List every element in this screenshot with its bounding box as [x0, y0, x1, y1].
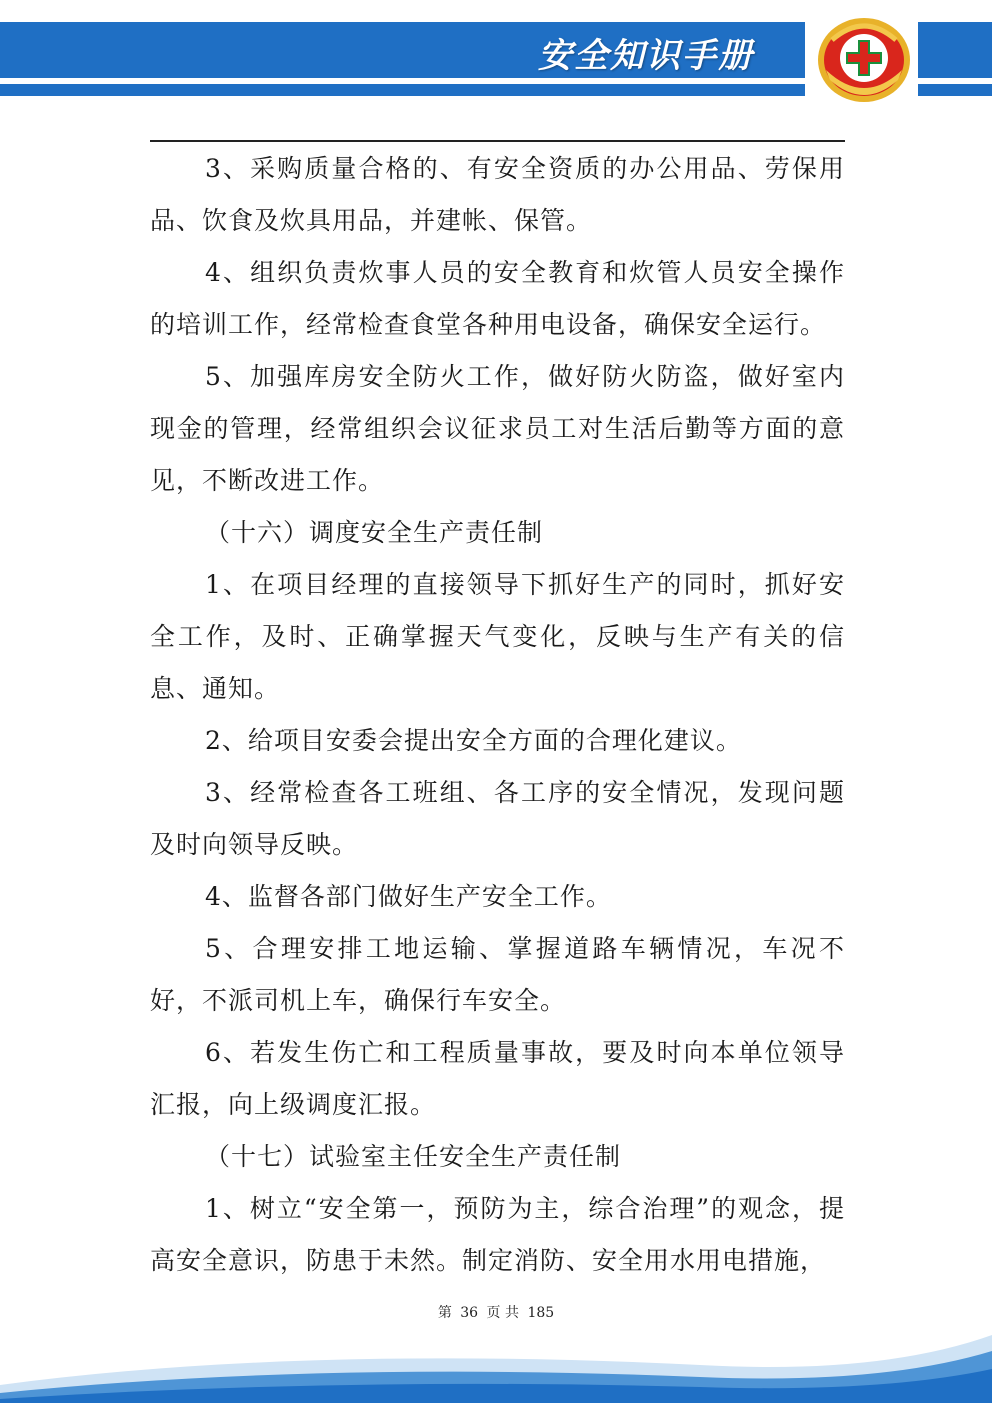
paragraph: 5、合理安排工地运输、掌握道路车辆情况，车况不好，不派司机上车，确保行车安全。: [150, 934, 845, 1015]
document-body: [150, 143, 845, 1287]
paragraph: 3、经常检查各工班组、各工序的安全情况，发现问题及时向领导反映。: [150, 778, 845, 859]
paragraph: 4、监督各部门做好生产安全工作。: [205, 882, 612, 911]
page-total: 185: [527, 1305, 555, 1321]
paragraph: 6、若发生伤亡和工程质量事故，要及时向本单位领导汇报，向上级调度汇报。: [150, 1038, 845, 1119]
section-heading: （十七）试验室主任安全生产责任制: [205, 1142, 622, 1171]
manual-title: 安全知识手册: [538, 36, 754, 76]
page-label-prefix: 第: [437, 1305, 452, 1321]
paragraph: 1、在项目经理的直接领导下抓好生产的同时，抓好安全工作，及时、正确掌握天气变化，反映与生产有关的信息、通知。: [150, 570, 845, 703]
paragraph: 5、加强库房安全防火工作，做好防火防盗，做好室内现金的管理，经常组织会议征求员工对生活后勤等方面的意见，不断改进工作。: [150, 362, 845, 495]
safety-cross-emblem-icon: [812, 10, 916, 106]
paragraph: 3、采购质量合格的、有安全资质的办公用品、劳保用品、饮食及炊具用品，并建帐、保管。: [150, 154, 845, 235]
header-band-right-stripe: [918, 84, 992, 96]
paragraph: 1、树立“安全第一，预防为主，综合治理”的观念，提高安全意识，防患于未然。制定消防、安全用水用电措施，: [150, 1194, 845, 1275]
paragraph: 2、给项目安委会提出安全方面的合理化建议。: [205, 726, 742, 755]
footer-swoosh: [0, 1325, 992, 1403]
header-band-stripe: [0, 84, 805, 96]
header-band-right: [918, 22, 992, 78]
section-heading: （十六）调度安全生产责任制: [205, 518, 544, 547]
header-banner: [0, 0, 992, 110]
paragraph: 4、组织负责炊事人员的安全教育和炊管人员安全操作的培训工作，经常检查食堂各种用电设备，确保安全运行。: [150, 258, 845, 339]
page-footer: [0, 1302, 992, 1322]
page-label-mid: 页 共: [486, 1305, 519, 1321]
header-rule: [150, 140, 845, 142]
page-number: 36: [460, 1305, 479, 1321]
